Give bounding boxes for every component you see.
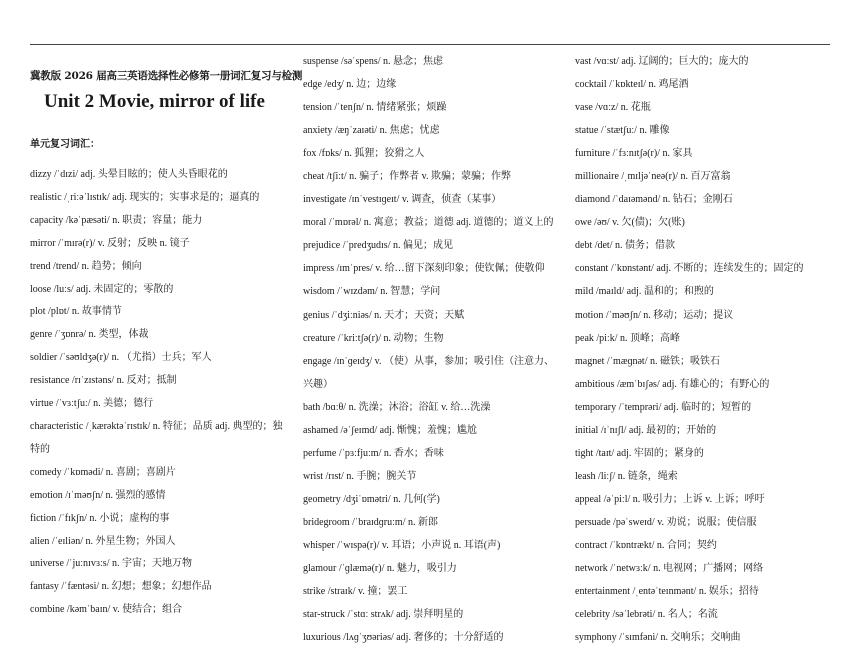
vocab-entry: geometry /dʒiˈɒmətri/ n. 几何(学) xyxy=(303,493,440,505)
vocab-entry: contract /ˈkɒntrækt/ n. 合同；契约 xyxy=(575,539,717,551)
vocab-entry: fiction /ˈfɪkʃn/ n. 小说；虚构的事 xyxy=(30,512,170,524)
section-title: 单元复习词汇： xyxy=(30,139,100,150)
vocab-entry: glamour /ˈɡlæmə(r)/ n. 魅力，吸引力 xyxy=(303,563,457,575)
vocab-entry: perfume /ˈpɜːfjuːm/ n. 香水；香味 xyxy=(303,447,444,459)
vocab-entry: comedy /ˈkɒmədi/ n. 喜剧；喜剧片 xyxy=(30,466,176,478)
vocab-entry: mild /maɪld/ adj. 温和的；和煦的 xyxy=(575,286,714,298)
vocab-entry: edge /edʒ/ n. 边；边缘 xyxy=(303,79,397,91)
vocab-entry: capacity /kəˈpæsəti/ n. 职责；容量；能力 xyxy=(30,214,203,226)
vocab-list-middle xyxy=(303,50,563,649)
vocab-list-left xyxy=(30,164,292,622)
vocab-entry: emotion /ɪˈməʊʃn/ n. 强烈的感情 xyxy=(30,489,166,501)
vocab-entry: virtue /ˈvɜːtʃuː/ n. 美德；德行 xyxy=(30,398,154,410)
vocab-entry: initial /ɪˈnɪʃl/ adj. 最初的；开始的 xyxy=(575,424,717,436)
vocab-entry: genius /ˈdʒiːniəs/ n. 天才；天资；天赋 xyxy=(303,309,465,321)
vocab-entry: fantasy /ˈfæntəsi/ n. 幻想；想象；幻想作品 xyxy=(30,581,212,593)
vocab-entry: loose /luːs/ adj. 未固定的；零散的 xyxy=(30,283,174,295)
vocab-entry: bridegroom /ˈbraɪdɡruːm/ n. 新郎 xyxy=(303,516,438,528)
vocab-entry: ashamed /əˈʃeɪmd/ adj. 惭愧；羞愧；尴尬 xyxy=(303,424,477,436)
vocab-entry: debt /det/ n. 债务；借款 xyxy=(575,240,675,252)
vocab-entry: temporary /ˈtemprəri/ adj. 临时的；短暂的 xyxy=(575,401,752,413)
unit-title: Unit 2 Movie, mirror of life xyxy=(44,91,265,112)
vocab-entry: peak /piːk/ n. 顶峰；高峰 xyxy=(575,332,680,344)
vocab-entry: furniture /ˈfɜːnɪtʃə(r)/ n. 家具 xyxy=(575,148,693,160)
vocab-entry: diamond /ˈdaɪəmənd/ n. 钻石；金刚石 xyxy=(575,194,733,206)
vocab-entry: symphony /ˈsɪmfəni/ n. 交响乐；交响曲 xyxy=(575,632,741,644)
vocab-entry: dizzy /ˈdɪzi/ adj. 头晕目眩的；使人头昏眼花的 xyxy=(30,169,228,180)
vocab-list-right xyxy=(575,50,830,649)
vocab-entry: combine /kəmˈbaɪn/ v. 使结合；组合 xyxy=(30,604,183,616)
vocab-entry: celebrity /səˈlebrəti/ n. 名人；名流 xyxy=(575,609,718,621)
vocab-entry: appeal /əˈpiːl/ n. 吸引力；上诉 v. 上诉；呼吁 xyxy=(575,493,765,505)
vocab-entry: anxiety /æŋˈzaɪəti/ n. 焦虑；忧虑 xyxy=(303,125,440,137)
header-rule xyxy=(30,44,830,45)
vocab-entry: genre /ˈʒɒnrə/ n. 类型，体裁 xyxy=(30,329,149,341)
vocab-entry: impress /ɪmˈpres/ v. 给…留下深刻印象；使钦佩；使敬仰 xyxy=(303,263,545,275)
vocab-entry: engage /ɪnˈɡeɪdʒ/ v. （使）从事，参加；吸引住（注意力、兴趣） xyxy=(303,355,554,390)
vocab-entry: vast /vɑːst/ adj. 辽阔的；巨大的；庞大的 xyxy=(575,56,749,67)
vocab-entry: millionaire /ˌmɪljəˈneə(r)/ n. 百万富翁 xyxy=(575,171,731,183)
vocab-entry: bath /bɑːθ/ n. 洗澡；沐浴；浴缸 v. 给…洗澡 xyxy=(303,401,491,413)
vocab-entry: universe /ˈjuːnɪvɜːs/ n. 宇宙；天地万物 xyxy=(30,558,192,570)
vocab-entry: owe /əʊ/ v. 欠(债)；欠(账) xyxy=(575,217,685,229)
column-left xyxy=(30,50,303,622)
vocab-entry: ambitious /æmˈbɪʃəs/ adj. 有雄心的；有野心的 xyxy=(575,378,770,390)
vocab-entry: realistic /ˌriːəˈlɪstɪk/ adj. 现实的；实事求是的；逼真的 xyxy=(30,191,260,203)
column-right xyxy=(575,50,830,649)
vocab-entry: motion /ˈməʊʃn/ n. 移动；运动；提议 xyxy=(575,309,734,321)
vocab-entry: luxurious /lʌɡˈʒʊəriəs/ adj. 奢侈的；十分舒适的 xyxy=(303,632,504,644)
vocab-entry: creature /ˈkriːtʃə(r)/ n. 动物；生物 xyxy=(303,332,444,344)
vocab-entry: wisdom /ˈwɪzdəm/ n. 智慧；学问 xyxy=(303,286,441,298)
vocab-entry: tension /ˈtenʃn/ n. 情绪紧张；烦躁 xyxy=(303,102,447,114)
vocab-entry: wrist /rɪst/ n. 手腕；腕关节 xyxy=(303,470,417,482)
vocab-entry: resistance /rɪˈzɪstəns/ n. 反对；抵制 xyxy=(30,375,177,387)
vocab-entry: persuade /pəˈsweɪd/ v. 劝说；说服；使信服 xyxy=(575,516,757,528)
vocab-entry: moral /ˈmɒrəl/ n. 寓意；教益；道德 adj. 道德的；道义上的 xyxy=(303,217,554,229)
vocab-entry: vase /vɑːz/ n. 花瓶 xyxy=(575,102,651,114)
vocab-entry: alien /ˈeɪliən/ n. 外星生物；外国人 xyxy=(30,535,176,547)
vocab-entry: trend /trend/ n. 趋势；倾向 xyxy=(30,260,142,272)
vocab-entry: mirror /ˈmɪrə(r)/ v. 反射；反映 n. 镜子 xyxy=(30,237,190,249)
vocab-entry: star-struck /ˈstɑː strʌk/ adj. 崇拜明星的 xyxy=(303,609,464,621)
vocab-entry: cocktail /ˈkɒkteɪl/ n. 鸡尾酒 xyxy=(575,79,689,91)
vocab-entry: prejudice /ˈpredʒudɪs/ n. 偏见；成见 xyxy=(303,240,453,252)
vocab-entry: magnet /ˈmæɡnət/ n. 磁铁；吸铁石 xyxy=(575,355,720,367)
vocab-entry: plot /plɒt/ n. 故事情节 xyxy=(30,306,122,318)
vocab-entry: investigate /ɪnˈvestɪɡeɪt/ v. 调查，侦查（某事） xyxy=(303,194,502,206)
vocab-entry: tight /taɪt/ adj. 牢固的；紧身的 xyxy=(575,447,704,459)
vocab-entry: strike /straɪk/ v. 撞；罢工 xyxy=(303,586,408,598)
vocab-entry: characteristic /ˌkærəktəˈrɪstɪk/ n. 特征；品质 adj. 典型的；独特的 xyxy=(30,420,283,455)
vocab-entry: network /ˈnetwɜːk/ n. 电视网；广播网；网络 xyxy=(575,563,764,575)
vocab-entry: whisper /ˈwɪspə(r)/ v. 耳语；小声说 n. 耳语(声) xyxy=(303,539,501,551)
vocab-entry: leash /liːʃ/ n. 链条，绳索 xyxy=(575,470,678,482)
document-header-title: 冀教版 2026 届高三英语选择性必修第一册词汇复习与检测 xyxy=(30,70,303,82)
vocab-entry: statue /ˈstætʃuː/ n. 雕像 xyxy=(575,125,670,137)
vocab-entry: cheat /tʃiːt/ n. 骗子；作弊者 v. 欺骗；蒙骗；作弊 xyxy=(303,171,511,183)
vocab-entry: constant /ˈkɒnstənt/ adj. 不断的；连续发生的；固定的 xyxy=(575,263,804,275)
vocab-entry: entertainment /ˌentəˈteɪnmənt/ n. 娱乐；招待 xyxy=(575,586,759,598)
vocab-entry: suspense /səˈspens/ n. 悬念；焦虑 xyxy=(303,56,443,67)
column-middle xyxy=(303,50,563,649)
vocab-entry: soldier /ˈsəʊldʒə(r)/ n. （尤指）士兵；军人 xyxy=(30,352,212,364)
vocab-entry: fox /fɒks/ n. 狐狸；狡猾之人 xyxy=(303,148,425,160)
